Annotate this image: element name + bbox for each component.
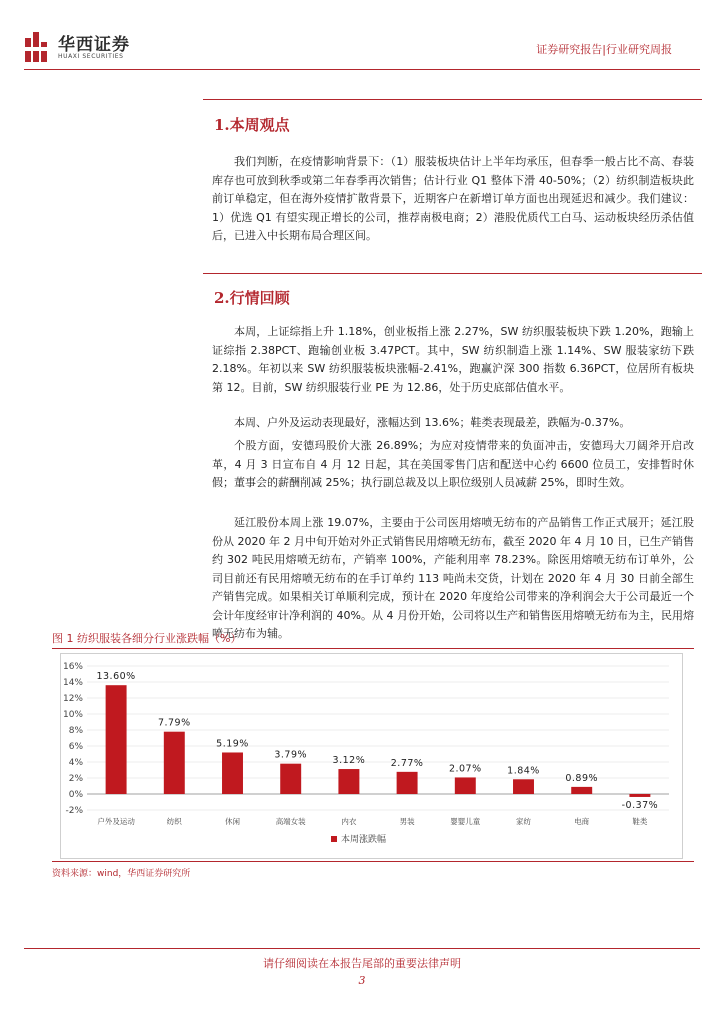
figure-title-rule [52,648,694,649]
y-tick-label: 16% [62,662,83,672]
legal-notice: 请仔细阅读在本报告尾部的重要法律声明 [263,957,461,970]
bar [106,685,127,794]
page-number: 3 [358,974,366,987]
data-label: 1.84% [507,765,540,777]
bar [397,772,418,794]
x-tick-label: 男装 [399,817,415,826]
data-label: 2.77% [390,757,424,769]
section-1-title: 1.本周观点 [214,116,290,134]
x-tick-label: 电商 [574,817,590,826]
logo-text-cn: 华西证券 [58,35,130,55]
source-rule [52,861,694,862]
y-tick-label: 12% [62,694,83,704]
section-2-paragraph-3: 个股方面，安德玛股价大涨 26.89%；为应对疫情带来的负面冲击，安德玛大刀阔斧开启改革，4 月 3 日宣布自 4 月 12 日起，其在美国零售门店和配送中心约 6600 位员工，安排暂时休假；董事会的薪酬削减 25%；执行副总裁及以上职位级别人员减薪 25%，即时生效。 [212,439,694,489]
bar [222,752,243,794]
x-tick-label: 休闲 [225,817,240,826]
data-label: 13.60% [96,671,136,683]
data-label: -0.37% [621,799,659,811]
y-tick-label: 0% [68,790,83,800]
bar [571,787,592,794]
y-tick-label: 6% [68,742,83,752]
report-type: 证券研究报告|行业研究周报 [536,43,672,56]
data-label: 3.79% [274,749,308,761]
data-label: 2.07% [448,763,482,775]
x-tick-label: 婴婴儿童 [450,817,481,826]
huaxi-logo-icon [24,32,48,62]
data-label: 3.12% [332,755,366,767]
bar [280,764,301,794]
x-tick-label: 内衣 [341,817,357,826]
bar [164,732,185,794]
y-tick-label: 10% [62,710,83,720]
section-2-paragraph-2: 本周、户外及运动表现最好，涨幅达到 13.6%；鞋类表现最差，跌幅为-0.37%。 [234,416,631,429]
legend-label: 本周涨跌幅 [341,835,387,845]
section-2-title: 2.行情回顾 [214,289,290,307]
x-tick-label: 鞋类 [632,817,648,826]
bar-chart-svg [61,654,682,858]
company-logo [24,30,152,70]
section-2-paragraph-4: 延江股份本周上涨 19.07%，主要由于公司医用熔喷无纺布的产品销售工作正式展开；延江股份从 2020 年 2 月中旬开始对外正式销售民用熔喷无纺布，截至 2020 年 4 月 10 日，已生产销售约 302 吨民用熔喷无纺布，产销率 100%，产能利用率 78.23%。除医用熔喷无纺布订单外，公司目前还有民用熔喷无纺布的在手订单约 113 吨尚未交货，计划在 2020 年 4 月 30 日前全部生产销售完成。如果相关订单顺利完成，预计在 2020 年度给公司带来的净利润会大于公司最近一个会计年度经审计净利润的 40%。从 4 月份开始，公司将以生产和销售医用熔喷无纺布为主，民用熔喷无纺布为辅。 [212,516,694,640]
x-tick-label: 纺织 [166,817,182,826]
bar [338,769,359,794]
bar [513,779,534,794]
y-tick-label: 2% [68,774,83,784]
figure-title: 图 1 纺织服装各细分行业涨跌幅（%） [52,632,242,645]
section-2-paragraph-1: 本周，上证综指上升 1.18%，创业板指上涨 2.27%，SW 纺织服装板块下跌 1.20%，跑输上证综指 2.38PCT、跑输创业板 3.47PCT。其中，SW 纺织制造上涨 1.14%、SW 服装家纺下跌 2.18%。年初以来 SW 纺织服装板块涨幅-2.41%，跑赢沪深 300 指数 6.36PCT，位居所有板块第 12。目前，SW 纺织服装行业 PE 为 12.86，处于历史底部估值水平。 [212,325,694,394]
x-tick-label: 家纺 [516,817,531,826]
data-label: 5.19% [216,738,249,750]
section-1-rule [203,99,702,100]
data-label: 0.89% [565,772,599,784]
section-2-rule [203,273,702,274]
y-tick-label: 8% [68,726,83,736]
section-1-paragraph: 我们判断，在疫情影响背景下：（1）服装板块估计上半年均承压，但春季一般占比不高、春装库存也可放到秋季或第二年春季再次销售；估计行业 Q1 整体下滑 40-50%；（2）纺织制造板块此前订单稳定，但在海外疫情扩散背景下，近期客户在新增订单方面也出现延迟和减少。我们建议：1）优选 Q1 有望实现正增长的公司，推荐南极电商；2）港股优质代工白马、运动板块经历杀估值后，已进入中长期布局合理区间。 [212,155,694,242]
header-divider [24,69,700,70]
figure-source: 资料来源：wind，华西证券研究所 [52,869,191,879]
y-tick-label: 4% [68,758,83,768]
x-tick-label: 高端女装 [275,817,306,826]
footer-divider [24,948,700,949]
bar [629,794,650,797]
y-tick-label: -2% [65,806,83,816]
bar [455,777,476,794]
logo-text-en: HUAXI SECURITIES [58,53,124,60]
bar-chart [60,653,683,859]
data-label: 7.79% [157,717,191,729]
legend-swatch [331,836,337,842]
y-tick-label: 14% [62,678,83,688]
x-tick-label: 户外及运动 [97,817,135,826]
